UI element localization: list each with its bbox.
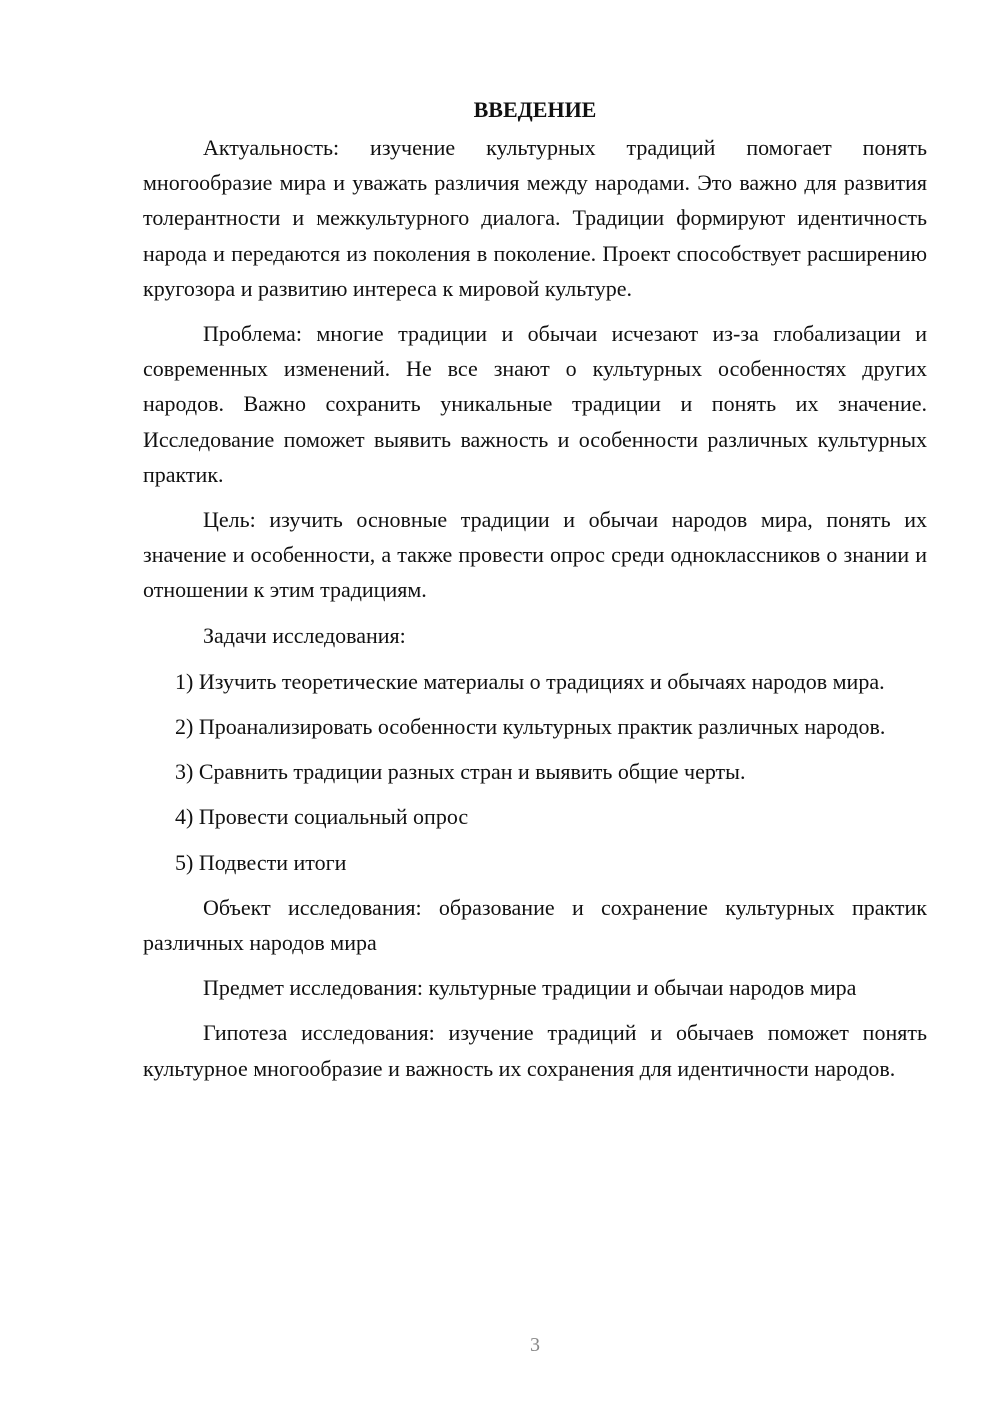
- goal-paragraph: Цель: изучить основные традиции и обычаи народов мира, понять их значение и особенности, а также провести опрос среди одноклассников о знании и отношении к этим традициям.: [143, 507, 927, 603]
- task-item-2: 2) Проанализировать особенности культурных практик различных народов.: [175, 714, 886, 740]
- object-paragraph: Объект исследования: образование и сохранение культурных практик различных народов мира: [143, 894, 927, 956]
- task-item-1: 1) Изучить теоретические материалы о традициях и обычаях народов мира.: [175, 668, 885, 694]
- task-item-4: 4) Провести социальный опрос: [175, 804, 469, 830]
- hypothesis-paragraph: Гипотеза исследования: изучение традиций и обычаев поможет понять культурное многообразие и важность их сохранения для идентичности народов.: [143, 1020, 927, 1081]
- page-content: [143, 92, 927, 1096]
- task-item-5: 5) Подвести итоги: [175, 849, 347, 875]
- page-title: ВВЕДЕНИЕ: [473, 97, 597, 122]
- page-number: 3: [530, 1334, 540, 1356]
- tasks-heading: Задачи исследования:: [203, 622, 406, 648]
- task-item-3: 3) Сравнить традиции разных стран и выявить общие черты.: [175, 759, 746, 785]
- relevance-paragraph: Актуальность: изучение культурных традиций помогает понять многообразие мира и уважать различия между народами. Это важно для развития толерантности и межкультурного диалога. Традиции формируют идентичность народа и передаются из поколения в поколение. Проект способствует расширению кругозора и развитию интереса к мировой культуре.: [143, 135, 927, 301]
- subject-paragraph: Предмет исследования: культурные традиции и обычаи народов мира: [203, 975, 857, 1001]
- problem-paragraph: Проблема: многие традиции и обычаи исчезают из-за глобализации и современных изменений. Не все знают о культурных особенностях других народов. Важно сохранить уникальные традиции и понять их значение. Исследование поможет выявить важность и особенности различных культурных практик.: [143, 321, 927, 487]
